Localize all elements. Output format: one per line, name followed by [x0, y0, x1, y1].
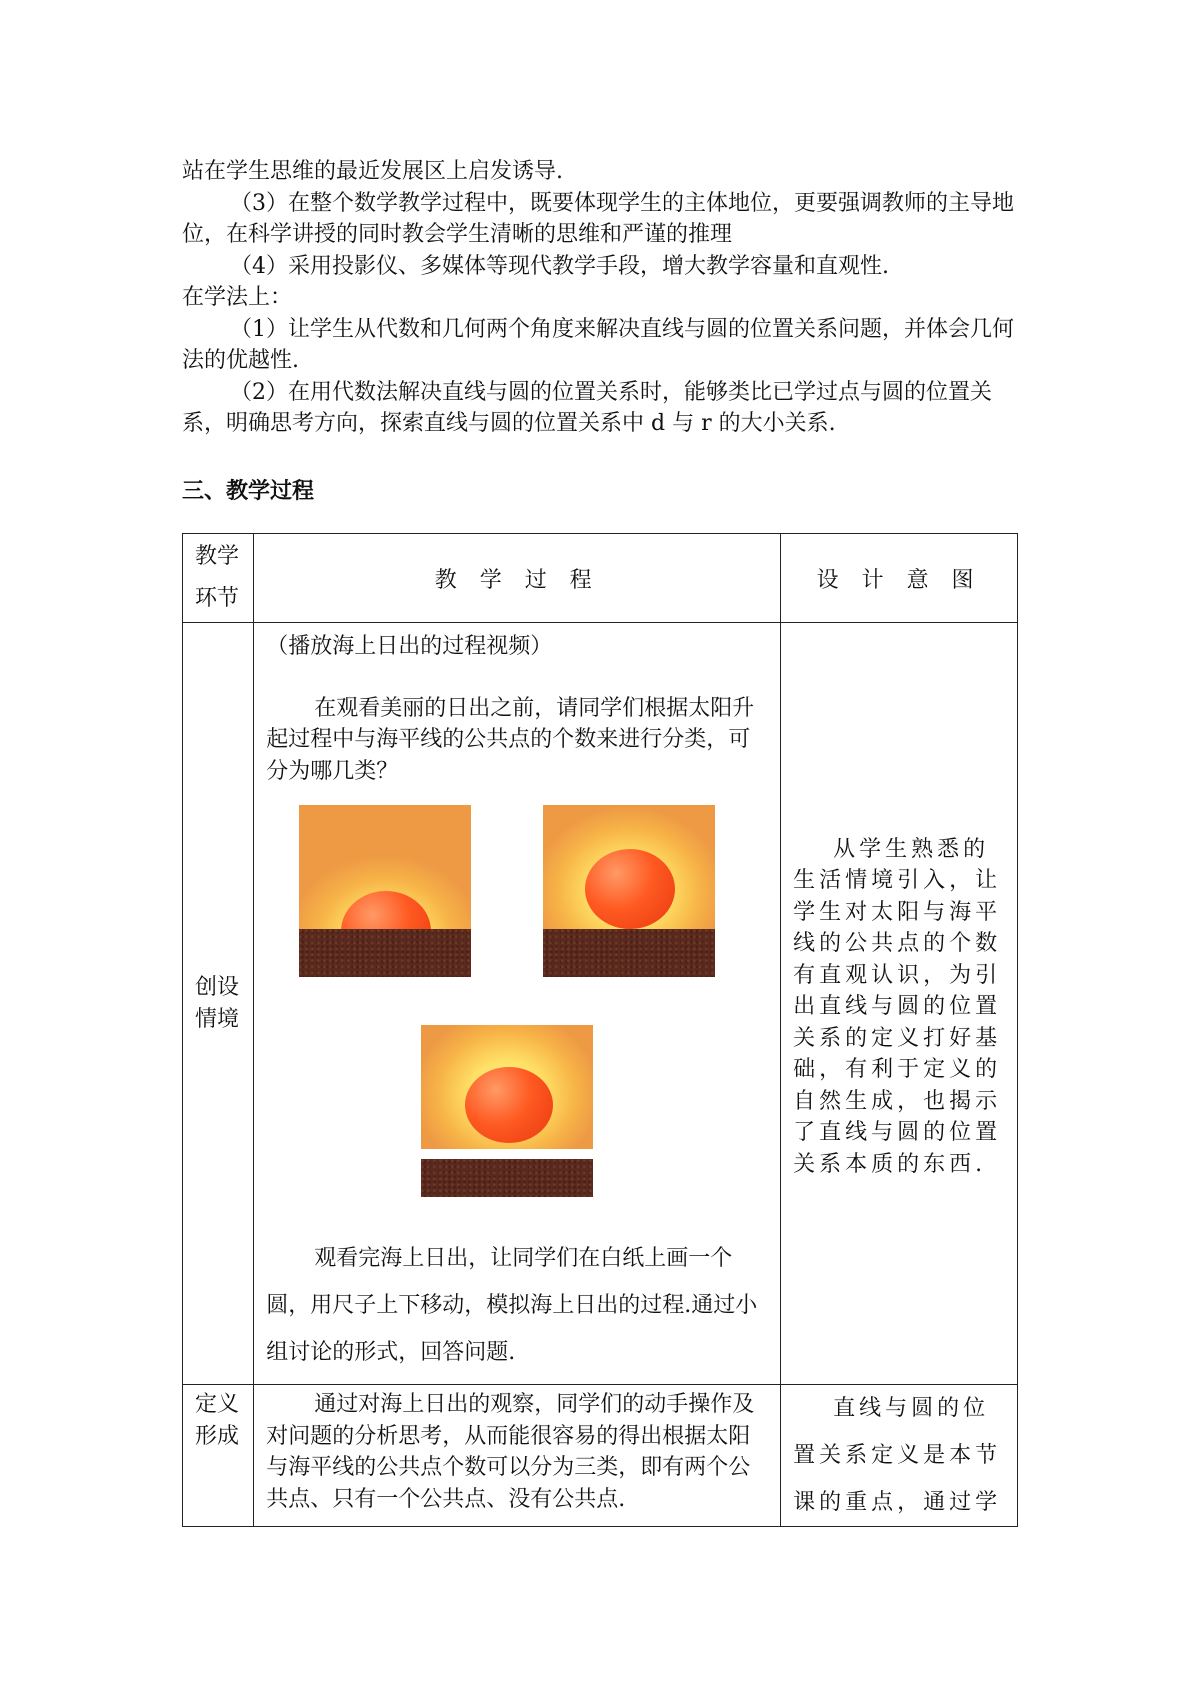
sunrise-image-intersecting: [299, 805, 471, 977]
table-header-row: [183, 534, 1018, 623]
header-stage-line2: 环节: [195, 586, 240, 611]
intro-line: 在学法上：: [182, 285, 293, 310]
design-text: 从学生熟悉的生活情境引入，让学生对太阳与海平线的公共点的个数有直观认识，为引出直线与圆的位置关系的定义打好基础，有利于定义的自然生成，也揭示了直线与圆的位置关系本质的东西.: [793, 836, 1002, 1177]
intro-line: 站在学生思维的最近发展区上启发诱导.: [182, 159, 563, 184]
header-stage: [183, 534, 254, 623]
teaching-process-table: [182, 533, 1018, 1527]
sunrise-images: [266, 805, 770, 1235]
stage-cell: [183, 1385, 254, 1527]
process-cell: [254, 1385, 781, 1527]
stage-line1: 创设: [195, 974, 240, 1000]
header-design: 设 计 意 图: [781, 534, 1018, 623]
stage-line1: 定义: [195, 1392, 240, 1417]
table-row: [183, 1385, 1018, 1527]
intro-line: （2）在用代数法解决直线与圆的位置关系时，能够类比已学过点与圆的位置关系，明确思考方向，探索直线与圆的位置关系中 d 与 r 的大小关系.: [182, 379, 992, 436]
intro-line: （1）让学生从代数和几何两个角度来解决直线与圆的位置关系问题，并体会几何法的优越性.: [182, 316, 1014, 373]
process-paragraph: 观看完海上日出，让同学们在白纸上画一个圆，用尺子上下移动，模拟海上日出的过程.通过小组讨论的形式，回答问题.: [266, 1246, 758, 1365]
design-cell: [781, 1385, 1018, 1527]
table-row: [183, 623, 1018, 1385]
stage-cell: [183, 623, 254, 1385]
process-paragraph: （播放海上日出的过程视频）: [266, 634, 553, 659]
process-cell: [254, 623, 781, 1385]
intro-line: （4）采用投影仪、多媒体等现代教学手段，增大教学容量和直观性.: [230, 253, 889, 279]
stage-line2: 情境: [195, 1006, 240, 1032]
header-stage-line1: 教学: [195, 544, 240, 569]
section-title: 三、教学过程: [182, 479, 315, 504]
sunrise-image-tangent: [543, 805, 715, 977]
intro-line: （3）在整个数学教学过程中，既要体现学生的主体地位，更要强调教师的主导地位，在科学讲授的同时教会学生清晰的思维和严谨的推理: [182, 190, 1014, 247]
process-paragraph: 通过对海上日出的观察，同学们的动手操作及对问题的分析思考，从而能很容易的得出根据太阳与海平线的公共点个数可以分为三类，即有两个公共点、只有一个公共点、没有公共点.: [266, 1392, 755, 1512]
sunrise-image-separate: [421, 1025, 593, 1197]
design-text: 直线与圆的位置关系定义是本节课的重点，通过学: [793, 1396, 1002, 1515]
intro-text: [182, 156, 1022, 440]
process-paragraph: 在观看美丽的日出之前，请同学们根据太阳升起过程中与海平线的公共点的个数来进行分类，可分为哪几类？: [266, 695, 755, 784]
header-process: 教 学 过 程: [254, 534, 781, 623]
design-cell: [781, 623, 1018, 1385]
stage-line2: 形成: [195, 1424, 240, 1449]
